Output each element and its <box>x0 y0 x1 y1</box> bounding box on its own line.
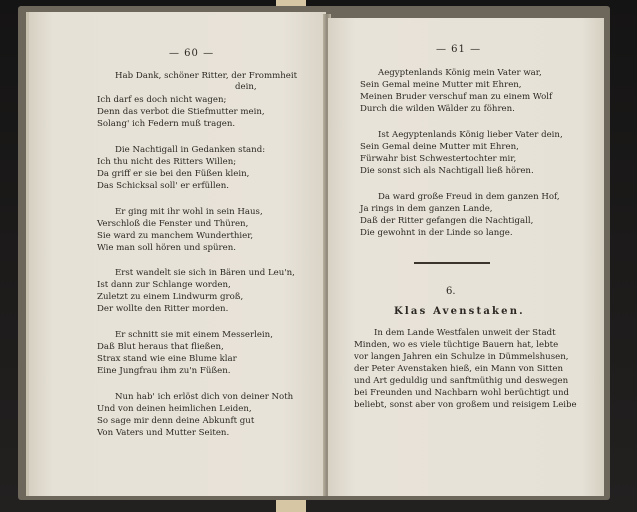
verse-line: Aegyptenlands König mein Vater war, <box>378 68 542 78</box>
verse-line: Der wollte den Ritter morden. <box>97 304 229 314</box>
verse-line: Da griff er sie bei den Füßen klein, <box>97 169 250 179</box>
section-divider <box>414 262 490 264</box>
left-page <box>26 12 326 496</box>
verse-line: Ist dann zur Schlange worden, <box>97 280 231 290</box>
verse-line: Nun hab' ich erlöst dich von deiner Noth <box>115 392 294 402</box>
page-number: — 60 — <box>169 48 215 59</box>
verse-line: dein, <box>235 82 257 92</box>
verse-line: Hab Dank, schöner Ritter, der Frommheit <box>115 71 298 81</box>
verse-line: Das Schicksal soll' er erfüllen. <box>97 181 230 191</box>
verse-line: Von Vaters und Mutter Seiten. <box>97 428 230 438</box>
verse-line: So sage mir denn deine Abkunft gut <box>97 416 255 426</box>
verse-line: Strax stand wie eine Blume klar <box>97 354 237 364</box>
page-number: — 61 — <box>436 44 482 55</box>
verse-line: Er ging mit ihr wohl in sein Haus, <box>115 207 263 217</box>
prose-line: und Art geduldig und sanftmüthig und deswegen <box>354 376 569 386</box>
verse-line: Erst wandelt sie sich in Bären und Leu'n, <box>115 268 295 278</box>
verse-line: Sie ward zu manchem Wunderthier, <box>97 231 254 241</box>
verse-line: Die Nachtigall in Gedanken stand: <box>115 145 266 155</box>
verse-line: Da ward große Freud in dem ganzen Hof, <box>378 192 560 202</box>
verse-line: Ich darf es doch nicht wagen; <box>97 95 227 105</box>
verse-line: Ist Aegyptenlands König lieber Vater dein, <box>378 130 563 140</box>
verse-line: Die gewohnt in der Linde so lange. <box>360 228 513 238</box>
prose-line: vor langen Jahren ein Schulze in Dümmelshusen, <box>354 352 569 362</box>
verse-line: Fürwahr bist Schwestertochter mir, <box>360 154 517 164</box>
story-number: 6. <box>446 286 456 297</box>
prose-line: beliebt, sonst aber von großem und reisigem Leibe <box>354 400 577 410</box>
verse-line: Die sonst sich als Nachtigall ließ hören. <box>360 166 534 176</box>
right-page <box>328 18 604 496</box>
verse-line: Daß der Ritter gefangen die Nachtigall, <box>360 216 534 226</box>
verse-line: Ich thu nicht des Ritters Willen; <box>97 157 237 167</box>
prose-line: In dem Lande Westfalen unweit der Stadt <box>374 328 556 338</box>
verse-line: Solang' ich Federn muß tragen. <box>97 119 236 129</box>
verse-line: Verschloß die Fenster und Thüren, <box>97 219 249 229</box>
prose-line: der Peter Avenstaken hieß, ein Mann von Sitten <box>354 364 564 374</box>
verse-line: Zuletzt zu einem Lindwurm groß, <box>97 292 244 302</box>
verse-line: Sein Gemal meine Mutter mit Ehren, <box>360 80 522 90</box>
verse-line: Sein Gemal deine Mutter mit Ehren, <box>360 142 519 152</box>
verse-line: Denn das verbot die Stiefmutter mein, <box>97 107 265 117</box>
verse-line: Durch die wilden Wälder zu föhren. <box>360 104 515 114</box>
verse-line: Meinen Bruder verschuf man zu einem Wolf <box>360 92 553 102</box>
prose-line: bei Freunden und Nachbarn wohl berüchtigt und <box>354 388 570 398</box>
verse-line: Eine Jungfrau ihm zu'n Füßen. <box>97 366 231 376</box>
verse-line: Ja rings in dem ganzen Lande, <box>360 204 493 214</box>
prose-line: Minden, wo es viele tüchtige Bauern hat, lebte <box>354 340 559 350</box>
story-title: Klas Avenstaken. <box>394 306 525 317</box>
verse-line: Und von deinen heimlichen Leiden, <box>97 404 252 414</box>
verse-line: Daß Blut heraus that fließen, <box>97 342 224 352</box>
verse-line: Er schnitt sie mit einem Messerlein, <box>115 330 273 340</box>
verse-line: Wie man soll hören und spüren. <box>97 243 236 253</box>
